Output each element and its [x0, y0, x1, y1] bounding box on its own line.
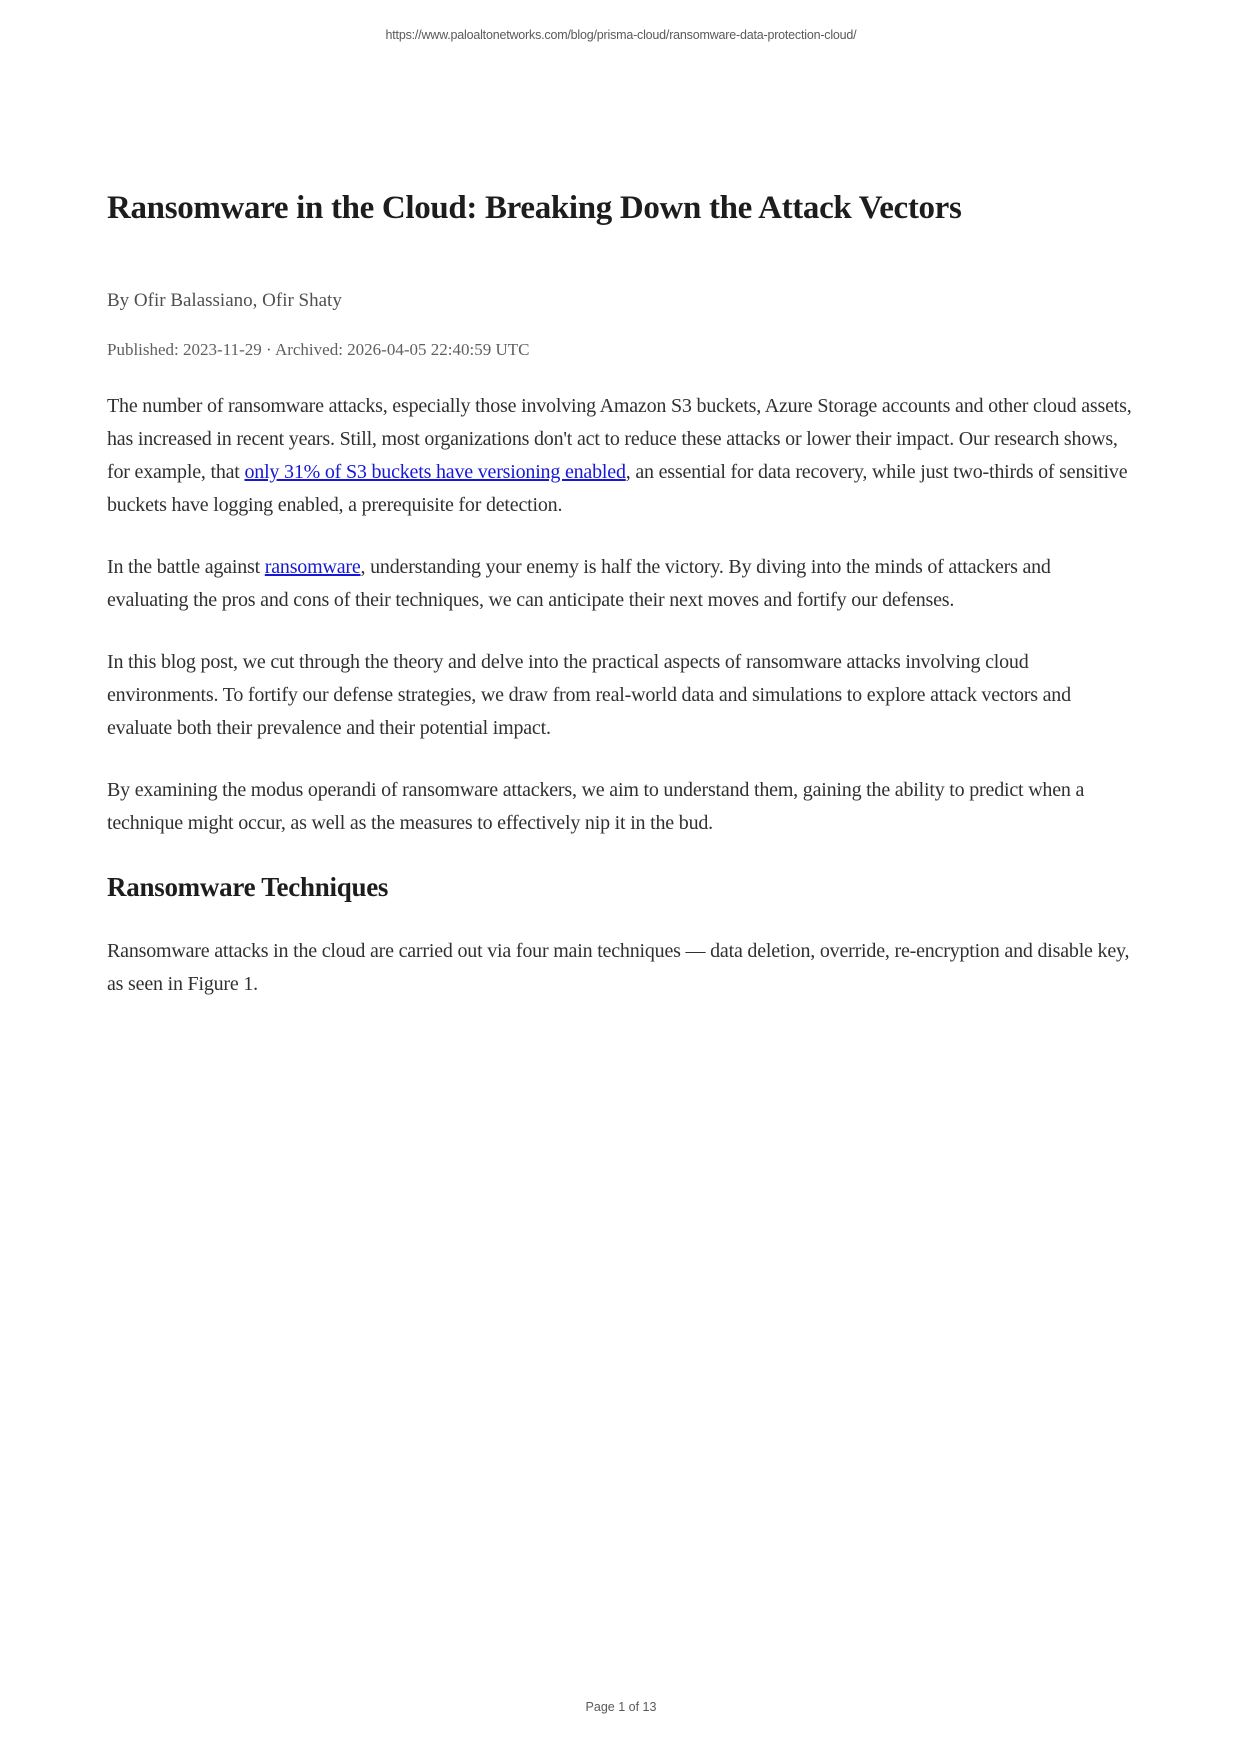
paragraph-techniques: Ransomware attacks in the cloud are carried out via four main techniques — data deletion, override, re-encryption and disable key, as seen in Figure 1. [107, 940, 1130, 995]
archive-url-header: https://www.paloaltonetworks.com/blog/prisma-cloud/ransomware-data-protection-cloud/ [385, 28, 857, 42]
byline: By Ofir Balassiano, Ofir Shaty [107, 290, 342, 311]
paragraph-intro [107, 390, 1135, 522]
page-number: Page 1 of 13 [585, 1700, 657, 1714]
page-title: Ransomware in the Cloud: Breaking Down the Attack Vectors [107, 190, 962, 226]
ransomware-link[interactable]: ransomware [264, 556, 361, 578]
publish-archive-meta: Published: 2023-11-29 · Archived: 2026-04-05 22:40:59 UTC [107, 340, 530, 359]
section-heading-ransomware-techniques: Ransomware Techniques [107, 872, 389, 902]
paragraph-battle [107, 551, 1135, 617]
paragraph-blog-post: In this blog post, we cut through the theory and delve into the practical aspects of ransomware attacks involving cloud environments. To fortify our defense strategies, we draw from real-world data and simulations to explore attack vectors and evaluate both their prevalence and their potential impact. [107, 651, 1071, 739]
article-content [107, 0, 1135, 1030]
paragraph-text: The number of ransomware attacks, especially those involving Amazon S3 buckets, Azure Storage accounts and other cloud assets, has increased in recent years. Still, most organizations don't act to reduce these attacks or lower their impact. Our research shows, for example, that [107, 395, 1132, 483]
versioning-stats-link[interactable]: only 31% of S3 buckets have versioning enabled [244, 461, 626, 483]
paragraph-text: , understanding your enemy is half the victory. By diving into the minds of attackers and evaluating the pros and cons of their techniques, we can anticipate their next moves and fortify our defenses. [107, 556, 1051, 611]
paragraph-modus-operandi: By examining the modus operandi of ransomware attackers, we aim to understand them, gaining the ability to predict when a technique might occur, as well as the measures to effectively nip it in the bud. [107, 779, 1085, 834]
paragraph-text: , an essential for data recovery, while just two-thirds of sensitive buckets have logging enabled, a prerequisite for detection. [107, 461, 1128, 516]
paragraph-text: In the battle against [107, 556, 265, 578]
